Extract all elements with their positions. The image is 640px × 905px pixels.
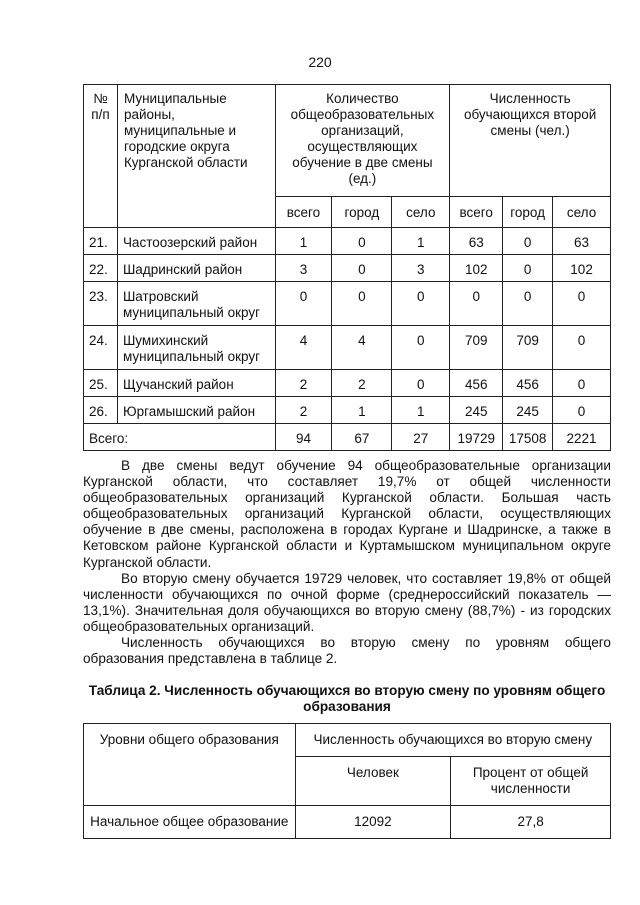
total-students-total: 19729 xyxy=(450,424,503,451)
cell-orgs-total: 4 xyxy=(275,326,332,370)
subheader-orgs-city: город xyxy=(332,197,392,228)
cell-students-total: 709 xyxy=(450,326,503,370)
cell-orgs-city: 0 xyxy=(332,282,392,326)
total-orgs-village: 27 xyxy=(392,424,450,451)
cell-orgs-total: 2 xyxy=(275,397,332,424)
levels-table xyxy=(83,723,611,839)
subheader-students-city: город xyxy=(503,197,553,228)
cell-students-city: 0 xyxy=(503,282,553,326)
row-num: 25. xyxy=(84,370,118,397)
row-name: Шатровский муниципальный округ xyxy=(117,282,275,326)
cell-percent: 27,8 xyxy=(451,806,611,839)
cell-students-village: 0 xyxy=(553,370,611,397)
cell-students-total: 0 xyxy=(450,282,503,326)
total-students-city: 17508 xyxy=(503,424,553,451)
row-num: 24. xyxy=(84,326,118,370)
row-name: Шумихинский муниципальный округ xyxy=(117,326,275,370)
cell-students-village: 63 xyxy=(553,228,611,255)
header-municipality: Муниципальные районы, муниципальные и городские округа Курганской области xyxy=(117,85,275,228)
cell-orgs-village: 0 xyxy=(392,282,450,326)
cell-students-village: 0 xyxy=(553,397,611,424)
cell-students-total: 245 xyxy=(450,397,503,424)
header-level: Уровни общего образования xyxy=(84,724,296,806)
cell-orgs-village: 0 xyxy=(392,370,450,397)
cell-orgs-total: 0 xyxy=(275,282,332,326)
subheader-orgs-village: село xyxy=(392,197,450,228)
total-label: Всего: xyxy=(84,424,276,451)
cell-orgs-village: 1 xyxy=(392,397,450,424)
cell-students-city: 709 xyxy=(503,326,553,370)
table-row xyxy=(84,397,611,424)
cell-orgs-city: 2 xyxy=(332,370,392,397)
header-percent: Процент от общей численности xyxy=(451,757,611,806)
table-row xyxy=(84,228,611,255)
header-orgs-group: Количество общеобразовательных организаций, осуществляющих обучение в две смены (ед.) xyxy=(275,85,450,197)
header-group: Численность обучающихся во вторую смену xyxy=(295,724,610,757)
subheader-orgs-total: всего xyxy=(275,197,332,228)
row-num: 22. xyxy=(84,255,118,282)
cell-orgs-total: 2 xyxy=(275,370,332,397)
paragraph: В две смены ведут обучение 94 общеобразовательные организации Курганской области, что составляет 19,7% от общей численности общеобразовательных организаций Курганской области. Большая часть общеобразовательных организаций Курганской области, осуществляющих обучение в две смены, расположена в городах Кургане и Шадринске, а также в Кетовском районе Курганской области и Куртамышском муниципальном округе Курганской области. xyxy=(83,458,611,570)
table2-title: Таблица 2. Численность обучающихся во вторую смену по уровням общего образования xyxy=(88,683,606,714)
subheader-students-village: село xyxy=(553,197,611,228)
table-row xyxy=(84,255,611,282)
cell-students-city: 456 xyxy=(503,370,553,397)
cell-orgs-total: 1 xyxy=(275,228,332,255)
row-num: 26. xyxy=(84,397,118,424)
paragraph: Численность обучающихся во вторую смену по уровням общего образования представлена в таблице 2. xyxy=(83,635,611,667)
table-row xyxy=(84,282,611,326)
table-row xyxy=(84,806,611,839)
subheader-students-total: всего xyxy=(450,197,503,228)
cell-orgs-village: 0 xyxy=(392,326,450,370)
cell-students-village: 102 xyxy=(553,255,611,282)
row-name: Щучанский район xyxy=(117,370,275,397)
page-number: 220 xyxy=(308,54,332,70)
row-name: Шадринский район xyxy=(117,255,275,282)
body-text xyxy=(83,458,611,667)
cell-students-city: 245 xyxy=(503,397,553,424)
row-num: 23. xyxy=(84,282,118,326)
header-students-group: Численность обучающихся второй смены (чел.) xyxy=(450,85,611,197)
header-people: Человек xyxy=(295,757,451,806)
total-row xyxy=(84,424,611,451)
cell-orgs-city: 4 xyxy=(332,326,392,370)
cell-students-village: 0 xyxy=(553,282,611,326)
cell-orgs-village: 3 xyxy=(392,255,450,282)
total-orgs-total: 94 xyxy=(275,424,332,451)
second-shift-table xyxy=(83,84,611,451)
cell-students-village: 0 xyxy=(553,326,611,370)
row-name: Частоозерский район xyxy=(117,228,275,255)
cell-orgs-city: 0 xyxy=(332,255,392,282)
cell-people: 12092 xyxy=(295,806,451,839)
cell-orgs-total: 3 xyxy=(275,255,332,282)
cell-students-total: 63 xyxy=(450,228,503,255)
cell-orgs-village: 1 xyxy=(392,228,450,255)
header-num: № п/п xyxy=(84,85,118,228)
cell-orgs-city: 1 xyxy=(332,397,392,424)
table-row xyxy=(84,326,611,370)
cell-students-total: 102 xyxy=(450,255,503,282)
cell-level: Начальное общее образование xyxy=(84,806,296,839)
total-students-village: 2221 xyxy=(553,424,611,451)
row-name: Юргамышский район xyxy=(117,397,275,424)
paragraph: Во вторую смену обучается 19729 человек, что составляет 19,8% от общей численности обучающихся по очной форме (среднероссийский показатель — 13,1%). Значительная доля обучающихся во вторую смену (88,7%) - из городских общеобразовательных организаций. xyxy=(83,570,611,634)
table-row xyxy=(84,370,611,397)
row-num: 21. xyxy=(84,228,118,255)
total-orgs-city: 67 xyxy=(332,424,392,451)
cell-orgs-city: 0 xyxy=(332,228,392,255)
cell-students-city: 0 xyxy=(503,228,553,255)
cell-students-total: 456 xyxy=(450,370,503,397)
cell-students-city: 0 xyxy=(503,255,553,282)
